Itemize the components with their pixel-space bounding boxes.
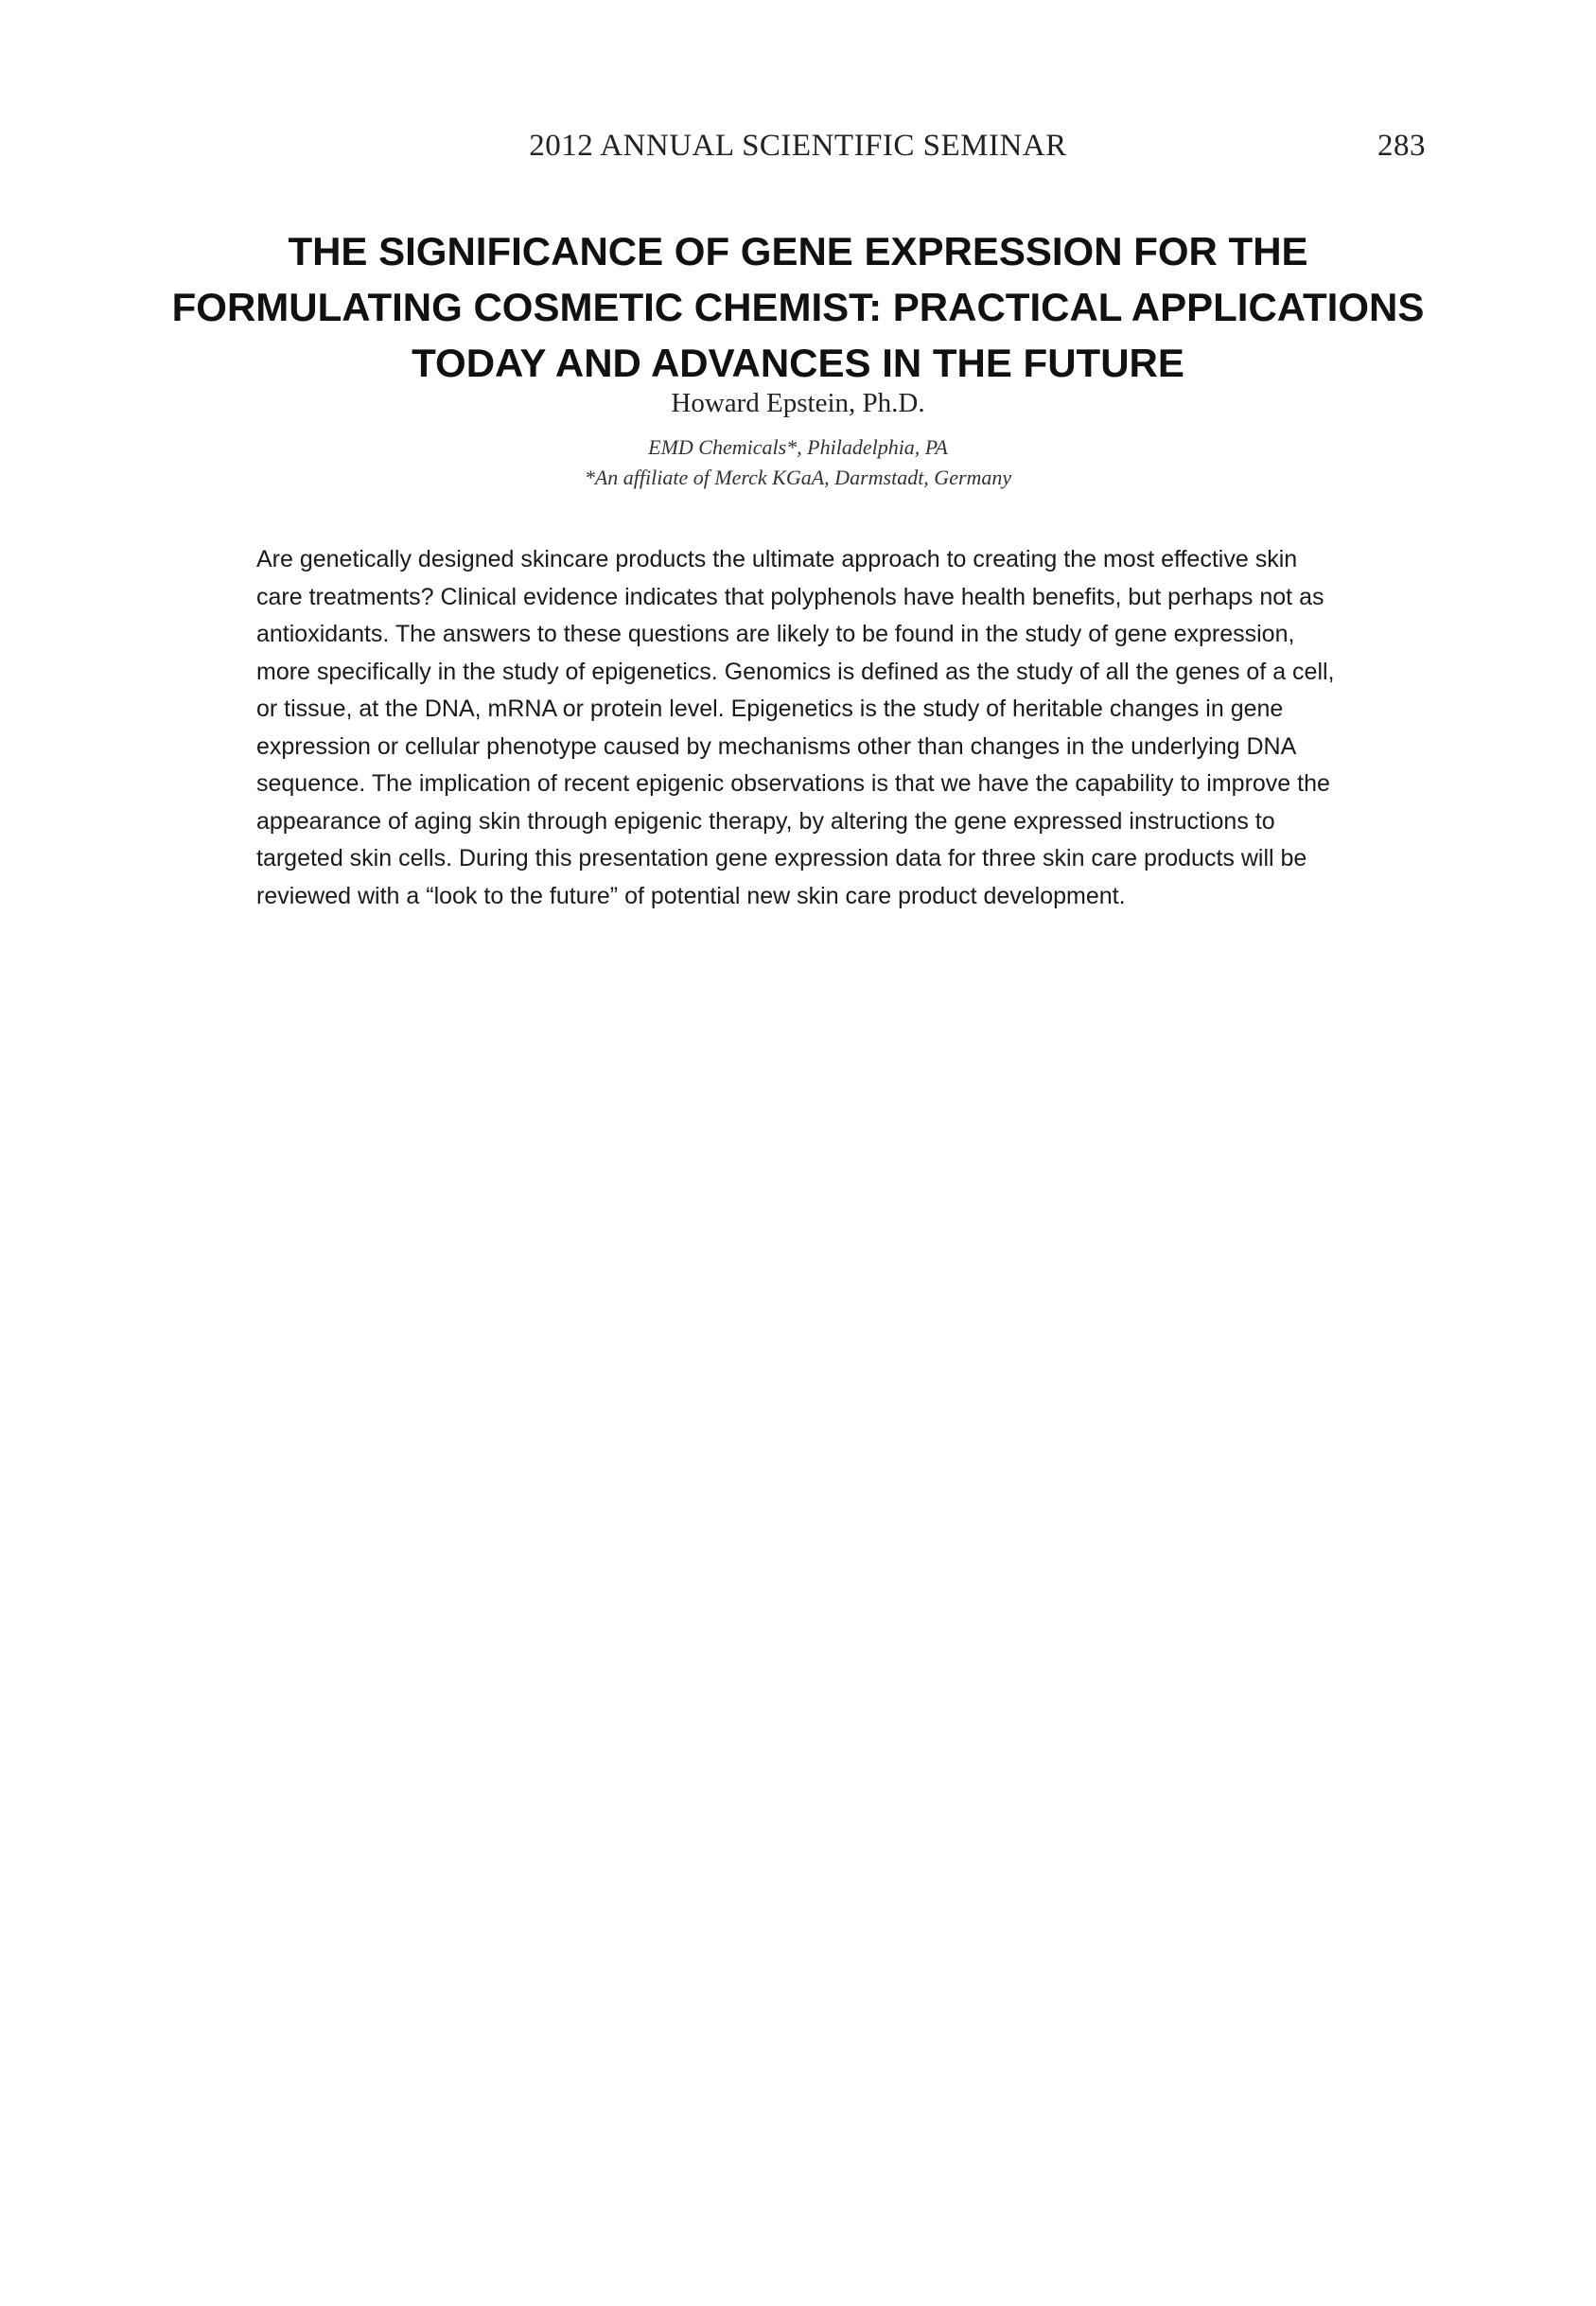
title-line: FORMULATING COSMETIC CHEMIST: PRACTICAL APPLICATIONS xyxy=(171,285,1425,329)
abstract-line: reviewed with a “look to the future” of potential new skin care product development. xyxy=(256,882,1126,909)
running-header xyxy=(0,129,1596,170)
author-affiliation: EMD Chemicals*, Philadelphia, PA xyxy=(648,435,948,459)
abstract-line: expression or cellular phenotype caused by mechanisms other than changes in the underlying DNA xyxy=(256,732,1297,760)
abstract-line: care treatments? Clinical evidence indicates that polyphenols have health benefits, but perhaps not as xyxy=(256,583,1324,610)
abstract-body xyxy=(256,541,1401,915)
page-number: 283 xyxy=(1377,129,1426,163)
title-line: THE SIGNIFICANCE OF GENE EXPRESSION FOR THE xyxy=(288,229,1308,273)
abstract-line: or tissue, at the DNA, mRNA or protein level. Epigenetics is the study of heritable changes in gene xyxy=(256,695,1284,722)
journal-title: 2012 ANNUAL SCIENTIFIC SEMINAR xyxy=(529,129,1067,163)
abstract-line: appearance of aging skin through epigenic therapy, by altering the gene expressed instructions to xyxy=(256,807,1275,835)
affiliation-footnote: *An affiliate of Merck KGaA, Darmstadt, Germany xyxy=(584,466,1012,489)
abstract-line: sequence. The implication of recent epigenic observations is that we have the capability to improve the xyxy=(256,770,1330,797)
abstract-line: more specifically in the study of epigenetics. Genomics is defined as the study of all the genes of a cell, xyxy=(256,658,1335,685)
abstract-line: antioxidants. The answers to these questions are likely to be found in the study of gene expression, xyxy=(256,621,1295,647)
author-name: Howard Epstein, Ph.D. xyxy=(671,388,925,418)
article-title xyxy=(142,223,1454,391)
title-line: TODAY AND ADVANCES IN THE FUTURE xyxy=(412,341,1184,385)
abstract-line: targeted skin cells. During this presentation gene expression data for three skin care products will be xyxy=(256,845,1307,871)
abstract-line: Are genetically designed skincare products the ultimate approach to creating the most effective skin xyxy=(256,546,1298,572)
